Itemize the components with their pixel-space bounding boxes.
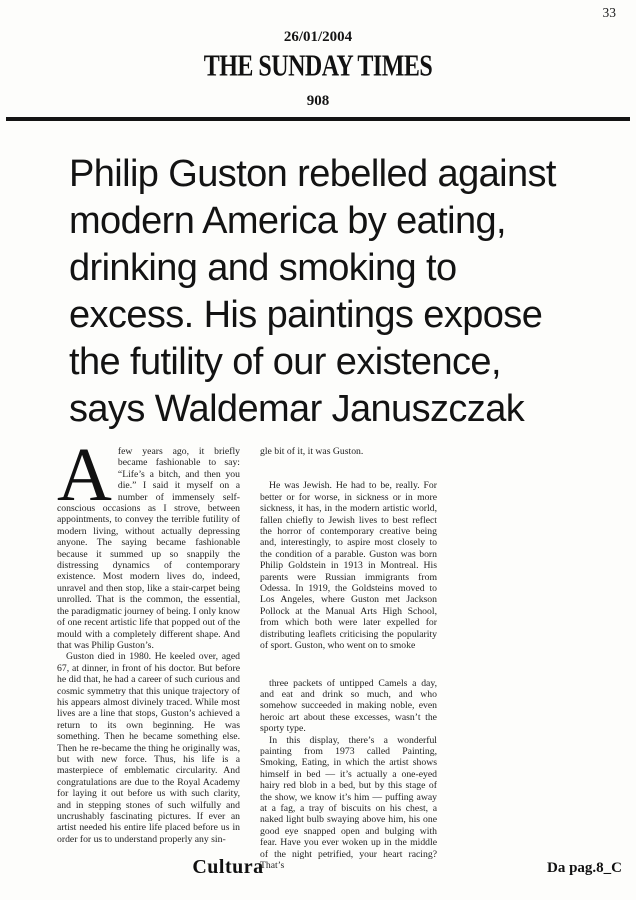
column-gap — [260, 652, 437, 678]
paragraph: three packets of untipped Camels a day, and eat and drink so much, and who somehow succeeded in making noble, even heroic art about these excesses, wasn’t the sporty type. — [260, 677, 437, 735]
header-rule — [6, 117, 630, 121]
column-gap — [260, 457, 437, 480]
paragraph-text: few years ago, it briefly became fashionable to say: “Life’s a bitch, and then you die.” I said it myself on a number of immensely self-conscious occasions as I strove, between appointments, to convey the terrible futility of modern living, without actually depressing anyone. The saying became fashionable because it summed up so snappily the distressing dynamics of contemporary existence. Most modern lives do, indeed, unravel and then stop, like a stair-carpet being unrolled. That is the common, the essential, the paradigmatic journey of being. I only know of one recent artistic life that popped out of the mould with a completely different shape. And that was Philip Guston’s. — [57, 446, 240, 651]
left-column — [57, 433, 240, 871]
headline-line: excess. His paintings expose — [69, 294, 543, 336]
headline-line: the futility of our existence, — [69, 341, 501, 383]
paragraph: He was Jewish. He had to be, really. For better or for worse, in sickness or in more sickness, it has, in the modern artistic world, fallen chiefly to Jewish lives to best reflect the horror of contemporary creative being and, interestingly, to aspire most closely to the condition of a parable. Guston was born Philip Goldstein in 1913 in Montreal. His parents were Russian immigrants from Odessa. In 1919, the Goldsteins moved to Los Angeles, where Guston met Jackson Pollock at the Manual Arts High School, from which both were later expelled for distributing leaflets criticising the popularity of sport. Guston, who went on to smoke — [260, 480, 437, 652]
source-reference: Da pag.8_C — [546, 860, 622, 876]
headline-line: Philip Guston rebelled against — [69, 153, 556, 195]
article-headline — [69, 151, 556, 433]
headline-line: drinking and smoking to — [69, 247, 457, 289]
page-number: 33 — [602, 5, 616, 20]
masthead-title: THE SUNDAY TIMES — [203, 50, 433, 84]
section-label: Cultura — [192, 856, 264, 878]
issue-number: 908 — [306, 93, 330, 109]
paragraph: gle bit of it, it was Guston. — [260, 446, 364, 457]
paragraph — [57, 433, 240, 651]
headline-line: modern America by eating, — [69, 200, 507, 242]
paragraph: In this display, there’s a wonderful painting from 1973 called Painting, Smoking, Eating, in which the artist shows himself in bed — it’s actually a one-eyed hairy red blob in a bed, but by this stage of the show, we know it’s him — puffing away at a fag, a tray of biscuits on his chest, a naked light bulb swaying above him, his one good eye snapped open and bulging with fear. Have you ever woken up in the middle of the night petrified, your heart racing? That’s — [260, 734, 437, 871]
paragraph: Guston died in 1980. He keeled over, aged 67, at dinner, in front of his doctor. But before he did that, he had a career of such curious and cosmic symmetry that this unique trajectory of his appears almost divinely traced. While most lives are a line that stops, Guston’s achieved a return to its own beginning. He was something. Then he became something else. Then he re-became the thing he originally was, but with new force. Thus, his life is a masterpiece of emblematic circularity. And congratulations are due to the Royal Academy for laying it out before us with such clarity, and in stepping stones of such wilfully and uncrushably fascinating pictures. If ever an artist needed his entire life placed before us in order for us to understand properly any sin- — [57, 651, 240, 845]
issue-date: 26/01/2004 — [283, 29, 353, 45]
right-column — [260, 446, 437, 871]
drop-cap: A — [57, 433, 112, 517]
article-body — [57, 433, 437, 871]
headline-line: says Waldemar Januszczak — [69, 388, 525, 430]
